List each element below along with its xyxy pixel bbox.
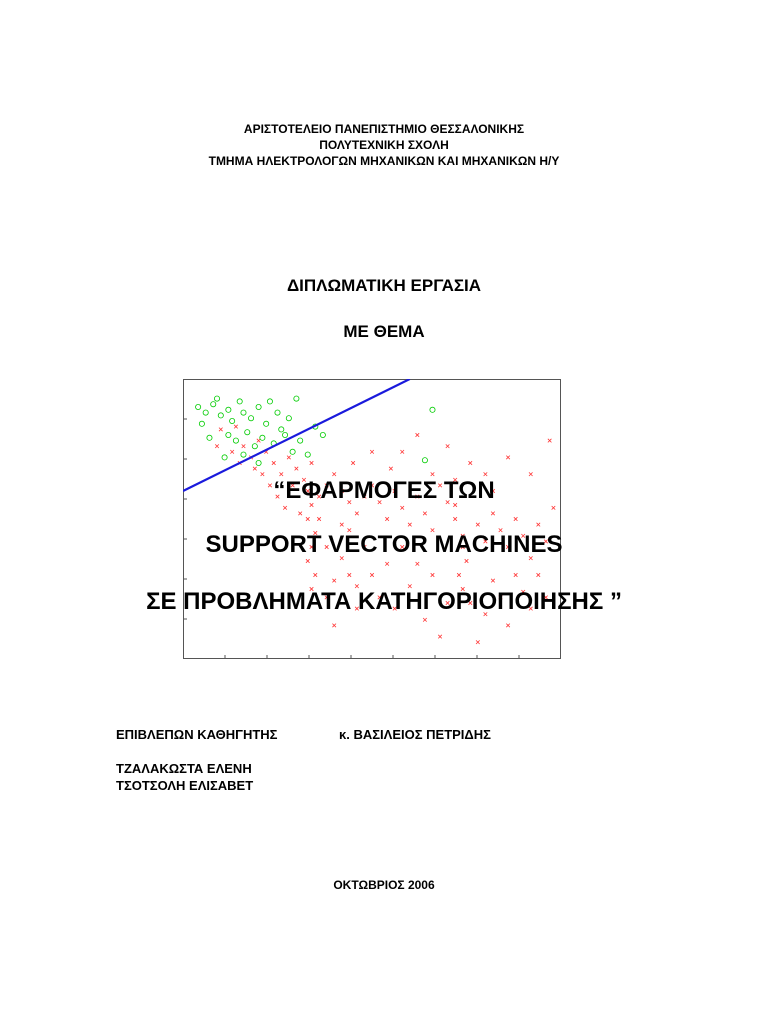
school-name: ΠΟΛΥΤΕΧΝΙΚΗ ΣΧΟΛΗ [319, 138, 449, 152]
supervisor-name: κ. ΒΑΣΙΛΕΙΟΣ ΠΕΤΡΙΔΗΣ [339, 727, 491, 742]
title-line-3: ΣΕ ΠΡΟΒΛΗΜΑΤΑ ΚΑΤΗΓΟΡΙΟΠΟΙΗΣΗΣ ” [146, 588, 622, 615]
university-name: ΑΡΙΣΤΟΤΕΛΕΙΟ ΠΑΝΕΠΙΣΤΗΜΙΟ ΘΕΣΣΑΛΟΝΙΚΗΣ [243, 122, 525, 136]
institution-header [0, 121, 768, 169]
author-name: ΤΣΟΤΣΟΛΗ ΕΛΙΣΑΒΕΤ [116, 778, 254, 793]
title-line-2: SUPPORT VECTOR MACHINES [205, 531, 563, 558]
title-line-1: “ΕΦΑΡΜΟΓΕΣ ΤΩΝ [273, 477, 495, 504]
author-name: ΤΖΑΛΑΚΩΣΤΑ ΕΛΕΝΗ [116, 761, 252, 776]
submission-date: ΟΚΤΩΒΡΙΟΣ 2006 [333, 878, 435, 892]
thesis-heading: ΔΙΠΛΩΜΑΤΙΚΗ ΕΡΓΑΣΙΑ [286, 276, 482, 295]
department-name: ΤΜΗΜΑ ΗΛΕΚΤΡΟΛΟΓΩΝ ΜΗΧΑΝΙΚΩΝ ΚΑΙ ΜΗΧΑΝΙΚΩΝ Η/Υ [208, 154, 560, 168]
plot-frame [184, 380, 561, 659]
supervisor-label: ΕΠΙΒΛΕΠΩΝ ΚΑΘΗΓΗΤΗΣ [116, 727, 278, 742]
subject-heading: ΜΕ ΘΕΜΑ [343, 322, 425, 341]
svm-scatter-plot [183, 379, 561, 659]
